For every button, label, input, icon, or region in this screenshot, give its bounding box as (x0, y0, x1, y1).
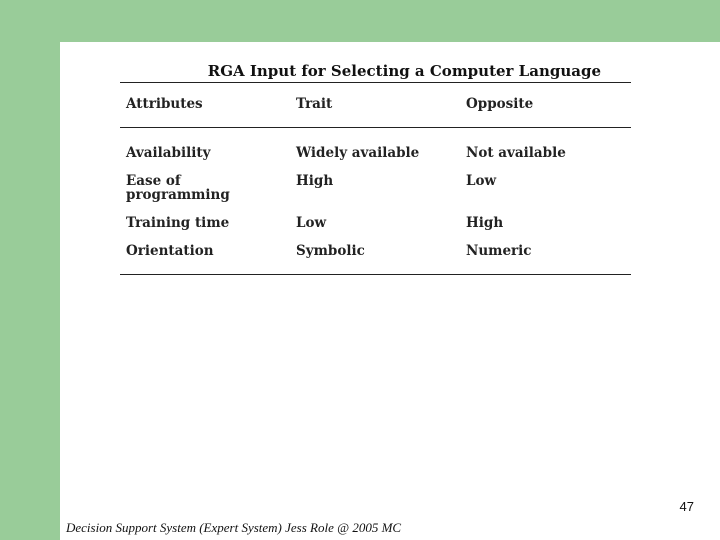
cell-attribute: Ease of programming (126, 173, 230, 203)
table-header-row (120, 97, 631, 111)
cell-trait: High (296, 173, 334, 189)
header-trait: Trait (296, 96, 333, 112)
cell-attribute: Training time (126, 215, 230, 231)
table-header-rule (120, 127, 631, 128)
cell-opposite: Not available (466, 145, 566, 161)
cell-opposite: Numeric (466, 243, 532, 259)
cell-trait: Low (296, 215, 327, 231)
header-attributes: Attributes (126, 96, 203, 112)
table-row (120, 244, 631, 258)
table-top-rule (120, 82, 631, 83)
cell-attribute: Availability (126, 145, 211, 161)
header-opposite: Opposite (466, 96, 534, 112)
table-bottom-rule (120, 274, 631, 275)
cell-opposite: High (466, 215, 504, 231)
cell-attribute: Orientation (126, 243, 214, 259)
page-number: 47 (679, 499, 694, 514)
table-row (120, 174, 631, 204)
cell-trait: Widely available (296, 145, 420, 161)
footer-text: Decision Support System (Expert System) Jess Role @ 2005 MC (66, 520, 402, 535)
table-row (120, 216, 631, 230)
cell-opposite: Low (466, 173, 497, 189)
table-row (120, 146, 631, 160)
slide-page (60, 42, 720, 540)
table-title: RGA Input for Selecting a Computer Language (207, 62, 601, 80)
rga-table (120, 60, 631, 275)
cell-trait: Symbolic (296, 243, 365, 259)
